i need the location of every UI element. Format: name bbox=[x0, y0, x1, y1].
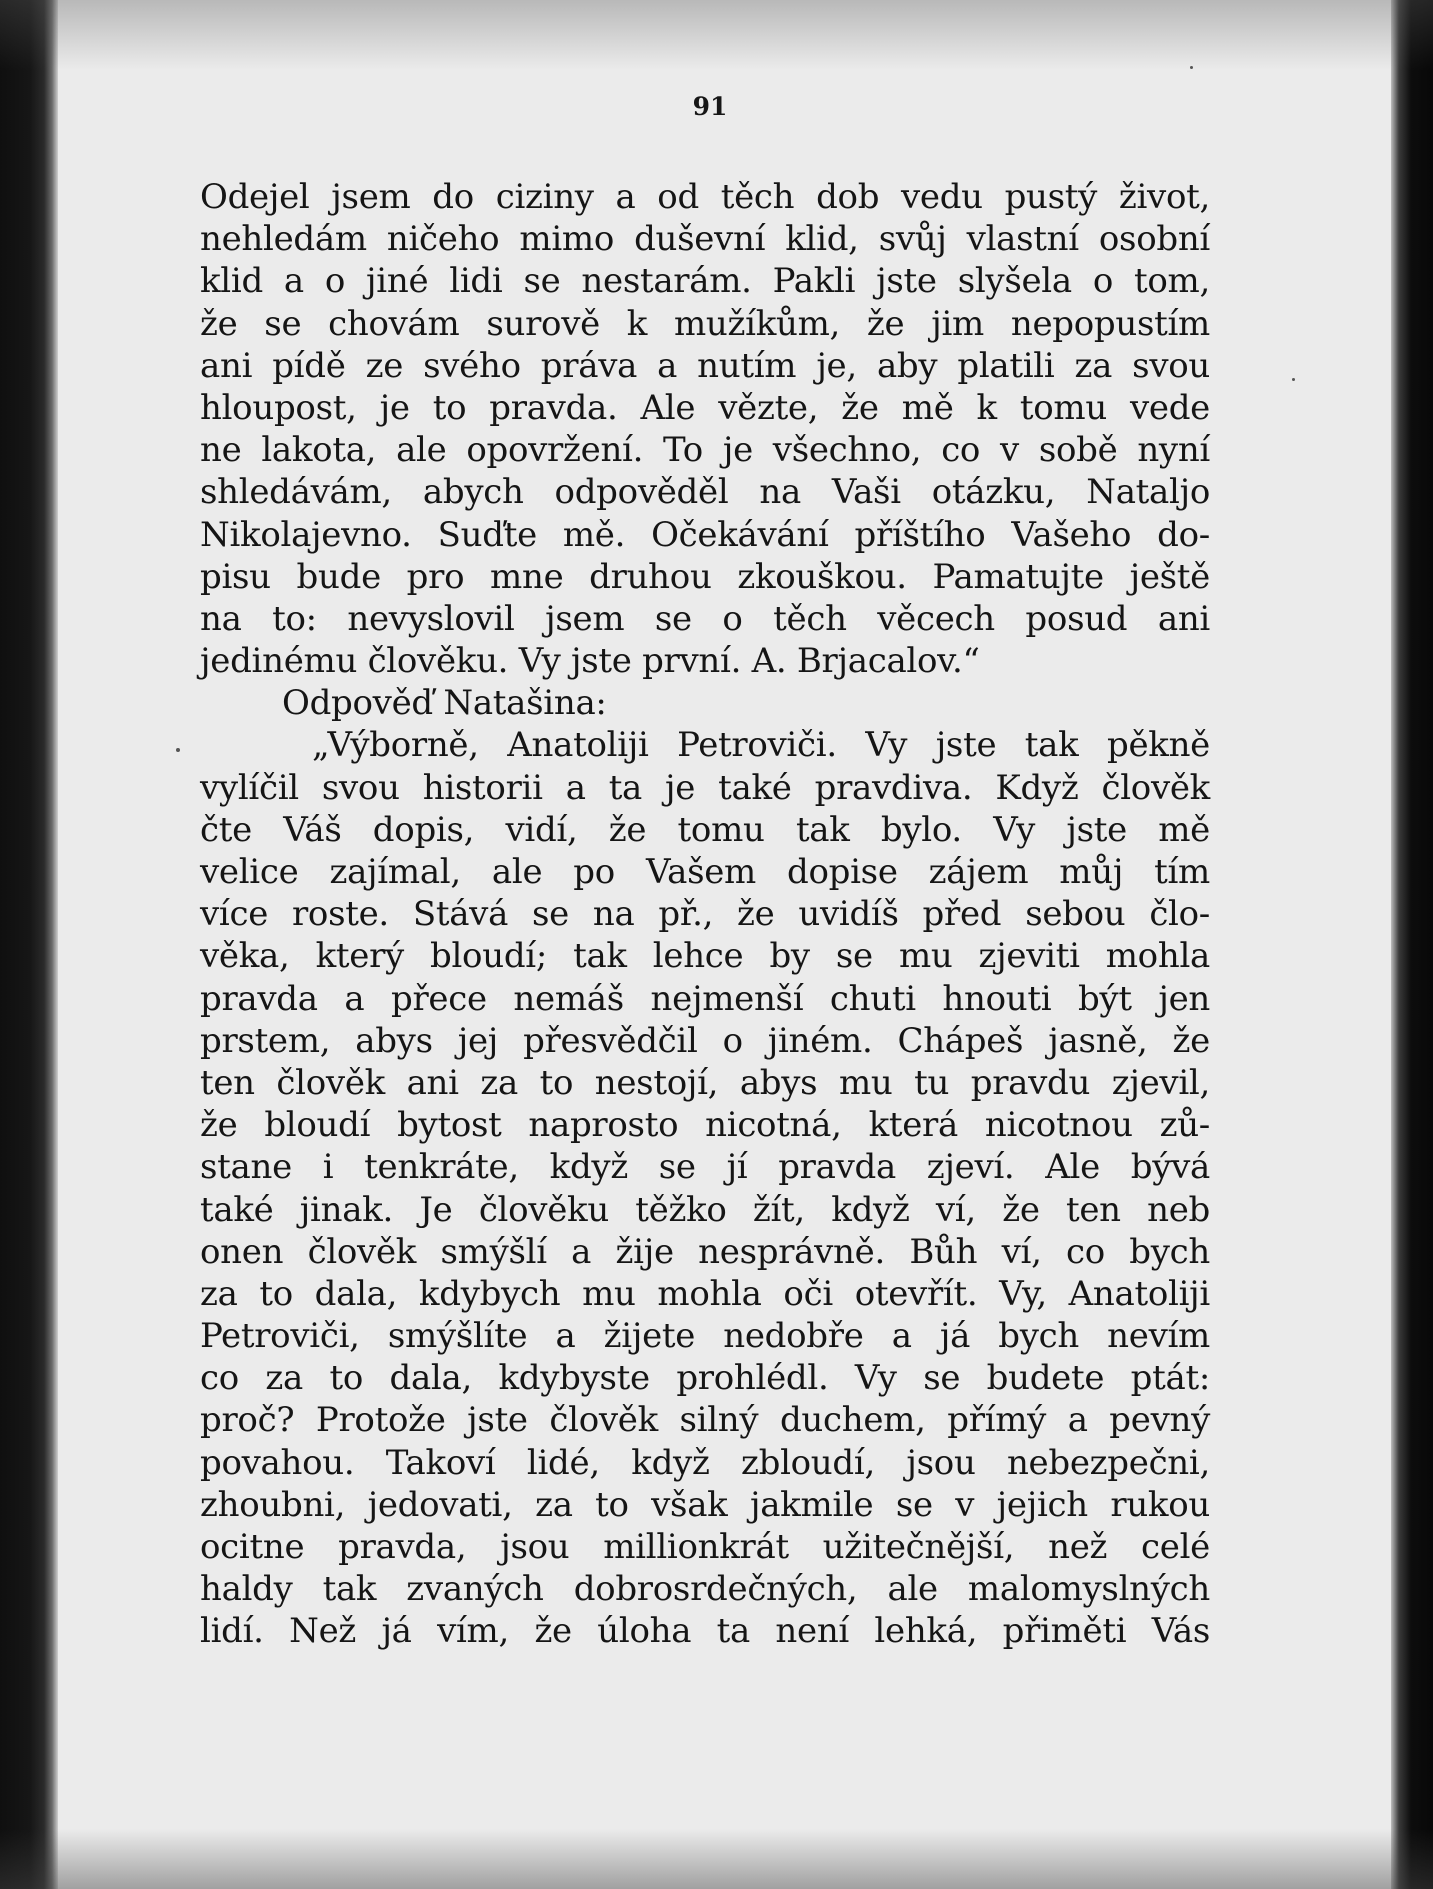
section-heading-line: Odpověď Natašina: bbox=[282, 683, 607, 724]
top-edge-shadow bbox=[0, 0, 1433, 70]
text-line: jedinému člověku. Vy jste první. A. Brjacalov.“ bbox=[200, 641, 980, 682]
text-line: ani pídě ze svého práva a nutím je, aby platili za svou bbox=[200, 345, 1210, 386]
body-text bbox=[200, 176, 1210, 1653]
text-line: velice zajímal, ale po Vašem dopise zájem můj tím bbox=[200, 852, 1210, 892]
text-line: za to dala, kdybych mu mohla oči otevřít. Vy, Anatoliji bbox=[200, 1273, 1210, 1314]
text-line: více roste. Stává se na př., že uvidíš před sebou člo- bbox=[200, 894, 1210, 935]
text-line: Nikolajevno. Suďte mě. Očekávání příštího Vašeho do- bbox=[200, 514, 1210, 555]
text-line: „Výborně, Anatoliji Petroviči. Vy jste tak pěkně bbox=[312, 725, 1210, 766]
text-line: lidí. Než já vím, že úloha ta není lehká, přiměti Vás bbox=[200, 1611, 1210, 1652]
text-line: shledávám, abych odpověděl na Vaši otázku, Nataljo bbox=[200, 472, 1210, 513]
text-line: Petroviči, smýšlíte a žijete nedobře a já bych nevím bbox=[200, 1316, 1210, 1357]
bottom-edge-shadow bbox=[0, 1829, 1433, 1889]
text-line: na to: nevyslovil jsem se o těch věcech posud ani bbox=[200, 598, 1210, 639]
text-line: ne lakota, ale opovržení. To je všechno, co v sobě nyní bbox=[200, 430, 1210, 471]
text-line: proč? Protože jste člověk silný duchem, přímý a pevný bbox=[200, 1400, 1210, 1441]
text-line: haldy tak zvaných dobrosrdečných, ale malomyslných bbox=[200, 1569, 1210, 1610]
text-line: povahou. Takoví lidé, když zbloudí, jsou nebezpečni, bbox=[200, 1442, 1210, 1483]
text-line: ocitne pravda, jsou millionkrát užitečnější, než celé bbox=[200, 1527, 1210, 1567]
text-line: vylíčil svou historii a ta je také pravdiva. Když člověk bbox=[200, 767, 1210, 808]
text-line: také jinak. Je člověku těžko žít, když ví, že ten neb bbox=[200, 1189, 1210, 1230]
text-line: nehledám ničeho mimo duševní klid, svůj vlastní osobní bbox=[200, 219, 1210, 260]
text-line: prstem, abys jej přesvědčil o jiném. Chápeš jasně, že bbox=[200, 1020, 1210, 1061]
text-line: pravda a přece nemáš nejmenší chuti hnouti být jen bbox=[200, 978, 1210, 1019]
text-line: že bloudí bytost naprosto nicotná, která nicotnou zů- bbox=[200, 1105, 1210, 1146]
text-line: pisu bude pro mne druhou zkouškou. Pamatujte ještě bbox=[200, 556, 1210, 597]
left-page-edge-shadow bbox=[0, 0, 58, 1889]
text-line: hloupost, je to pravda. Ale vězte, že mě k tomu vede bbox=[200, 387, 1210, 428]
scan-speck bbox=[1292, 378, 1295, 381]
text-line: čte Váš dopis, vidí, že tomu tak bylo. Vy jste mě bbox=[200, 809, 1210, 850]
text-line: onen člověk smýšlí a žije nesprávně. Bůh ví, co bych bbox=[200, 1231, 1210, 1272]
text-line: že se chovám surově k mužíkům, že jim nepopustím bbox=[200, 303, 1210, 344]
text-line: klid a o jiné lidi se nestarám. Pakli jste slyšela o tom, bbox=[200, 261, 1210, 302]
page-number: 91 bbox=[692, 92, 728, 121]
text-line: co za to dala, kdybyste prohlédl. Vy se budete ptát: bbox=[200, 1358, 1210, 1399]
text-line: Odejel jsem do ciziny a od těch dob vedu pustý život, bbox=[200, 177, 1210, 217]
scan-speck bbox=[176, 748, 180, 752]
text-line: věka, který bloudí; tak lehce by se mu zjeviti mohla bbox=[200, 936, 1210, 977]
scan-speck bbox=[1190, 66, 1193, 69]
text-line: zhoubni, jedovati, za to však jakmile se v jejich rukou bbox=[200, 1484, 1210, 1525]
text-line: stane i tenkráte, když se jí pravda zjeví. Ale bývá bbox=[200, 1147, 1210, 1188]
text-line: ten člověk ani za to nestojí, abys mu tu pravdu zjevil, bbox=[200, 1062, 1210, 1103]
right-page-edge-shadow bbox=[1391, 0, 1433, 1889]
